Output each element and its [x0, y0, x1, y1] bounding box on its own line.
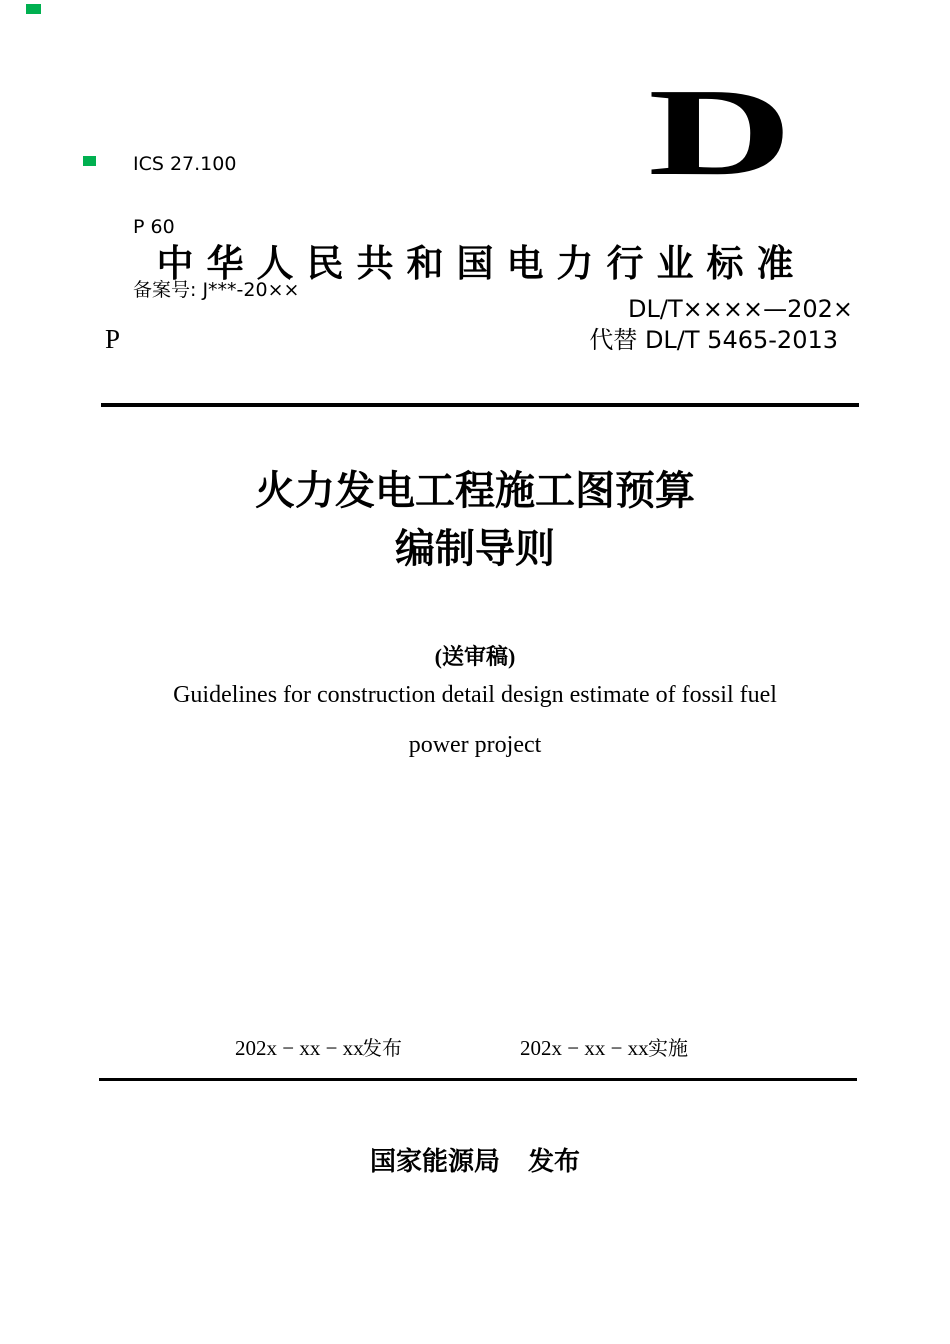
implement-label: 实施: [648, 1038, 688, 1060]
replaced-standard: 代替 DL/T 5465-2013: [589, 326, 838, 354]
category-letter: P: [105, 324, 121, 354]
footer-divider-rule: [99, 1078, 857, 1081]
document-title-cn: [0, 462, 950, 578]
standard-designation-block: [589, 294, 853, 356]
classification-code: P 60: [133, 216, 175, 238]
issue-label: 发布: [362, 1038, 402, 1060]
issue-date: 202x − xx − xx: [235, 1036, 364, 1060]
record-number: 备案号: J***-20××: [133, 279, 300, 301]
header-divider-rule: [101, 403, 859, 407]
publisher-name: 国家能源局: [369, 1147, 500, 1176]
document-title-line1: 火力发电工程施工图预算: [255, 468, 695, 513]
ics-classification-block: [133, 112, 299, 343]
publisher-row: [0, 1146, 950, 1178]
green-revision-marker-icon: [83, 156, 96, 166]
publish-action-label: 发布: [528, 1147, 581, 1176]
standard-authority-title: 中华人民共和国电力行业标准: [156, 244, 807, 285]
document-title-en-line1: Guidelines for construction detail design estimate of fossil fuel: [173, 682, 777, 708]
dl-logo-letter: D: [648, 64, 793, 202]
ics-code: ICS 27.100: [133, 153, 237, 175]
document-title-line2: 编制导则: [395, 526, 555, 571]
standard-number: DL/T××××—202×: [628, 295, 853, 323]
document-title-en-line2: power project: [408, 732, 542, 758]
draft-stage-note: (送审稿): [434, 644, 516, 669]
implement-date: 202x − xx − xx: [520, 1036, 649, 1060]
green-revision-marker-icon: [26, 4, 41, 14]
